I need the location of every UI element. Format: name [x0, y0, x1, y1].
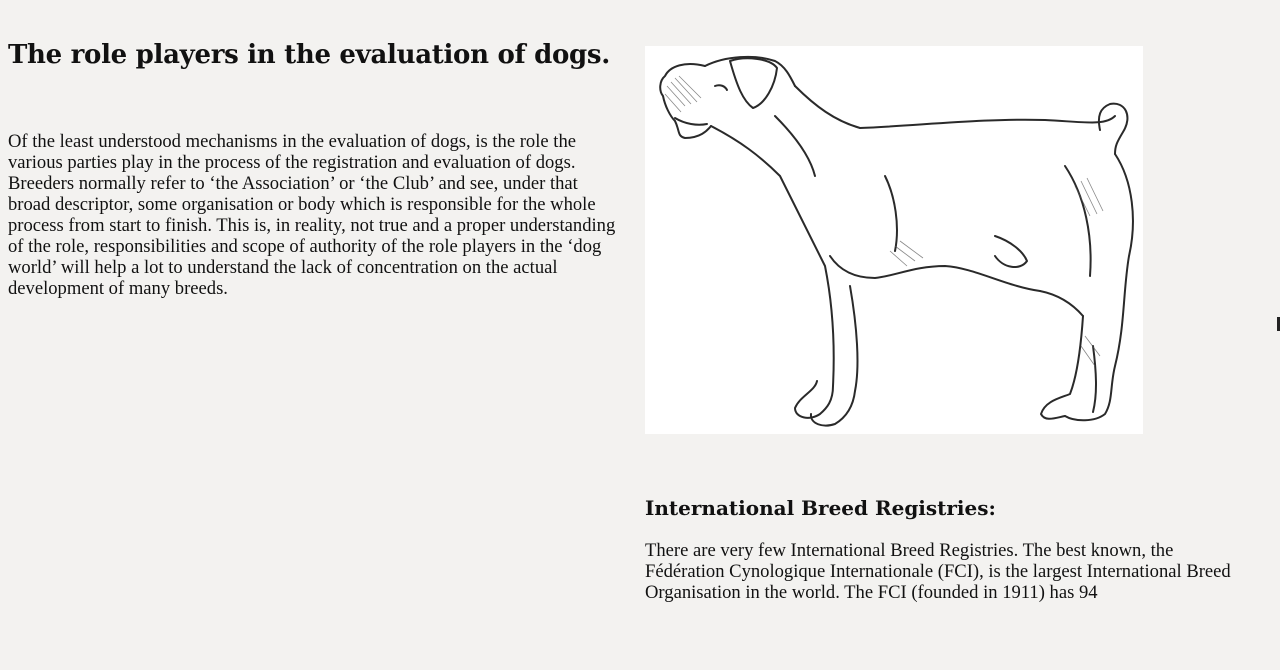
dog-illustration [645, 46, 1143, 434]
left-column [8, 40, 618, 299]
section-heading-registries: International Breed Registries: [645, 496, 996, 520]
registries-paragraph: There are very few International Breed Registries. The best known, the Fédération Cynologique Internationale (FCI), is the largest International Breed Organisation in the world. The FCI (founded in 1911) has 94 [645, 540, 1231, 603]
intro-paragraph: Of the least understood mechanisms in the evaluation of dogs, is the role the various parties play in the process of the registration and evaluation of dogs. Breeders normally refer to ‘the Association’ or ‘the Club’ and see, under that broad descriptor, some organisation or body which is responsible for the whole process from start to finish. This is, in reality, not true and a proper understanding of the role, responsibilities and scope of authority of the role players in the ‘dog world’ will help a lot to understand the lack of concentration on the actual development of many breeds. [8, 131, 616, 300]
page-title: The role players in the evaluation of dogs. [8, 40, 611, 70]
right-column [645, 46, 1265, 603]
